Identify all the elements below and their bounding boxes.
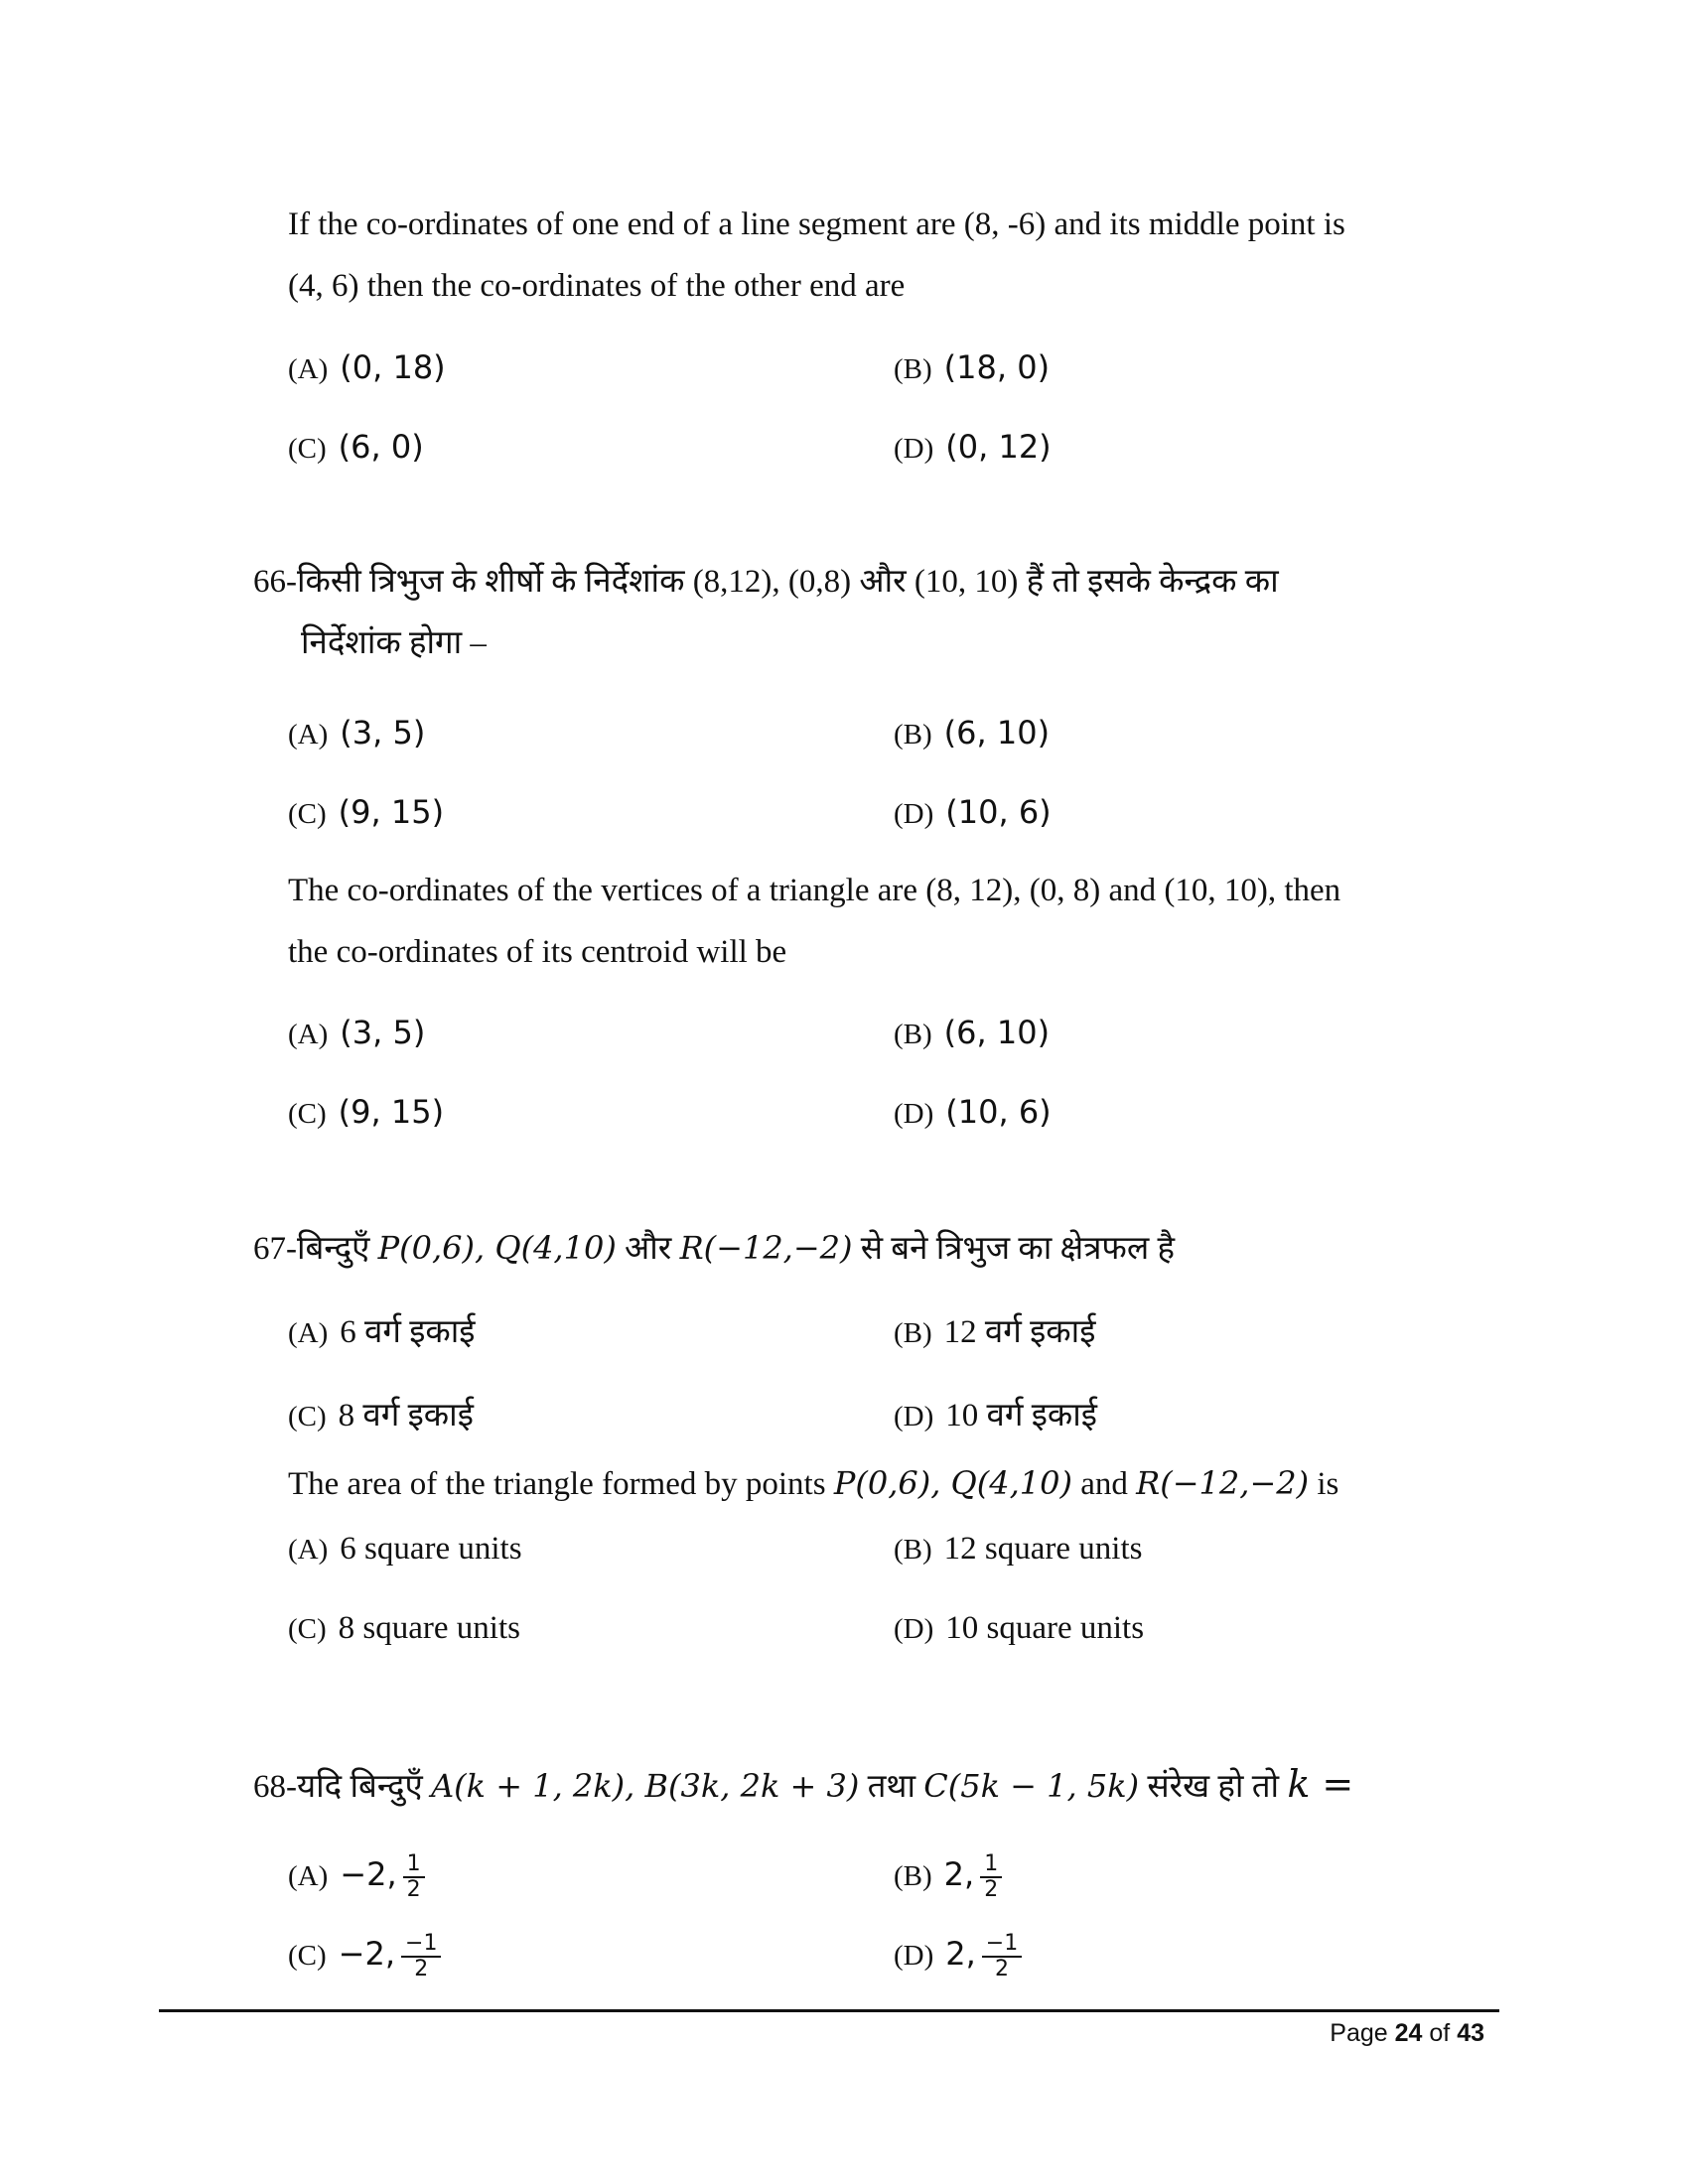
question-66-hindi-options [288, 703, 1499, 862]
question-66-english-options [288, 1003, 1499, 1161]
page-total: 43 [1457, 2019, 1484, 2047]
option-c: (C) (9, 15) [288, 1093, 445, 1131]
question-65-line-2: (4, 6) then the co-ordinates of the other end are [288, 268, 906, 304]
option-d: (D) 2, $\frac{-1}{2}$ [894, 1924, 1022, 1985]
option-b: (B) (6, 10) [894, 714, 1051, 751]
fraction: $\frac{1}{2}$ [403, 1852, 425, 1902]
question-66-hindi [253, 551, 1465, 674]
option-b: (B) (18, 0) [894, 348, 1051, 386]
option-a: (A) −2, $\frac{1}{2}$ [288, 1844, 425, 1906]
page-word: Page [1330, 2019, 1388, 2047]
question-65-line-1: If the co-ordinates of one end of a line segment are (8, -6) and its middle point is [288, 206, 1345, 242]
option-a: (A) (0, 18) [288, 348, 446, 386]
question-65-text [288, 194, 1499, 317]
question-65-options [288, 338, 1499, 496]
option-d: (D) (10, 6) [894, 1093, 1052, 1131]
question-67-hindi-options [288, 1302, 1499, 1465]
option-a: (A) (3, 5) [288, 714, 426, 751]
question-68-mid: तथा [859, 1769, 924, 1805]
question-67-english [288, 1452, 1499, 1515]
question-66-hindi-line-2: निर्देशांक होगा – [301, 625, 487, 661]
question-67-hindi-prefix: 67-बिन्दुएँ [253, 1231, 378, 1267]
question-67-english-options [288, 1519, 1499, 1678]
footer-divider [159, 2009, 1499, 2012]
fraction: $\frac{-1}{2}$ [401, 1932, 441, 1981]
question-67-english-suffix: is [1309, 1466, 1339, 1502]
fraction: $\frac{1}{2}$ [980, 1852, 1002, 1902]
option-c: (C) (9, 15) [288, 793, 445, 831]
question-68-math-2: C(5k − 1, 5k) [923, 1767, 1140, 1805]
question-68-math-3: k = [1287, 1762, 1354, 1806]
question-68-mid-2: संरेख हो तो [1139, 1769, 1288, 1805]
of-word: of [1429, 2019, 1451, 2047]
question-66-english-line-2: the co-ordinates of its centroid will be [288, 934, 787, 970]
question-68-options [288, 1844, 1499, 2003]
option-b: (B) 2, $\frac{1}{2}$ [894, 1844, 1002, 1906]
question-67-english-prefix: The area of the triangle formed by points [288, 1466, 834, 1502]
option-d: (D) 10 square units [894, 1610, 1145, 1646]
question-67-english-math-1: P(0,6), Q(4,10) [833, 1464, 1072, 1502]
question-67-hindi-math-1: P(0,6), Q(4,10) [377, 1229, 617, 1267]
question-67-english-mid: and [1072, 1466, 1137, 1502]
question-66-english-line-1: The co-ordinates of the vertices of a triangle are (8, 12), (0, 8) and (10, 10), then [288, 873, 1341, 908]
option-c: (C) −2, $\frac{-1}{2}$ [288, 1924, 441, 1985]
question-67-hindi-math-2: R(−12,−2) [679, 1229, 853, 1267]
page-footer [1330, 2019, 1484, 2048]
question-66-hindi-line-1: 66-किसी त्रिभुज के शीर्षो के निर्देशांक (8,12), (0,8) और (10, 10) हैं तो इसके केन्द्रक का [253, 564, 1279, 600]
option-a: (A) 6 square units [288, 1531, 522, 1567]
option-a: (A) 6 वर्ग इकाई [288, 1314, 476, 1350]
option-d: (D) (10, 6) [894, 793, 1052, 831]
question-67-hindi [253, 1217, 1465, 1280]
question-66-english [288, 860, 1499, 983]
option-d: (D) 10 वर्ग इकाई [894, 1398, 1097, 1433]
fraction: $\frac{-1}{2}$ [982, 1932, 1022, 1981]
option-c: (C) (6, 0) [288, 428, 424, 466]
option-c: (C) 8 वर्ग इकाई [288, 1398, 474, 1433]
question-68-prefix: 68-यदि बिन्दुएँ [253, 1769, 432, 1805]
option-b: (B) 12 वर्ग इकाई [894, 1314, 1096, 1350]
option-b: (B) (6, 10) [894, 1014, 1051, 1051]
question-67-hindi-suffix: से बने त्रिभुज का क्षेत्रफल है [852, 1231, 1176, 1267]
option-c: (C) 8 square units [288, 1610, 520, 1646]
option-b: (B) 12 square units [894, 1531, 1143, 1567]
question-68-math-1: A(k + 1, 2k), B(3k, 2k + 3) [431, 1767, 860, 1805]
question-67-english-math-2: R(−12,−2) [1136, 1464, 1310, 1502]
page-number: 24 [1394, 2019, 1423, 2047]
question-67-hindi-mid: और [616, 1231, 680, 1267]
option-a: (A) (3, 5) [288, 1014, 426, 1051]
option-d: (D) (0, 12) [894, 428, 1052, 466]
question-68-hindi [253, 1753, 1465, 1818]
